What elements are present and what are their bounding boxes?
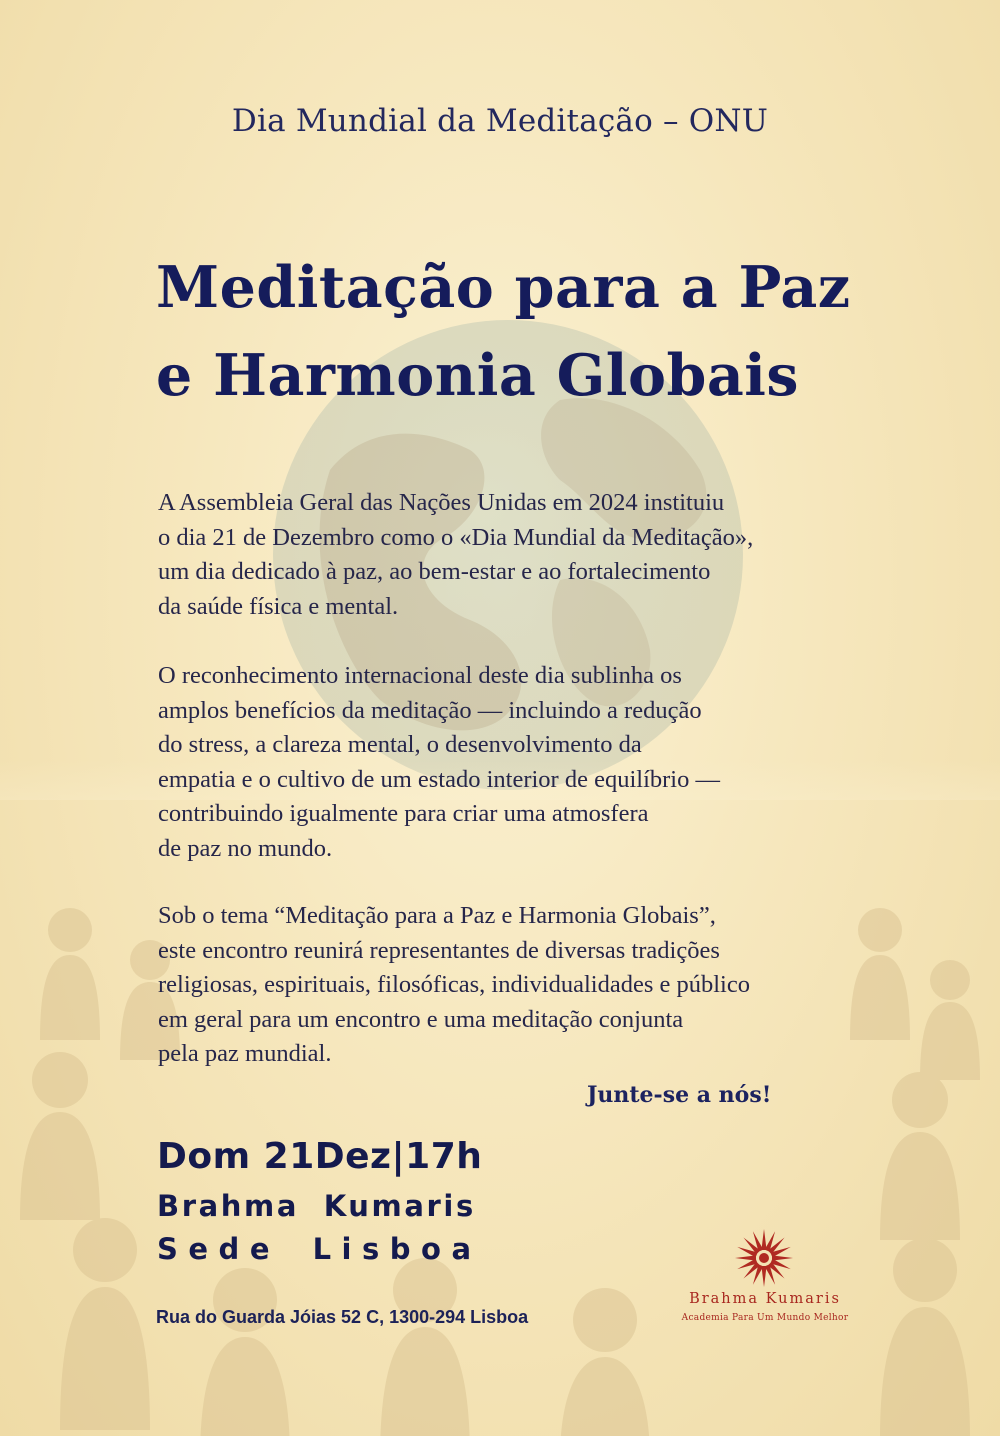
event-date-time: Dom 21Dez|17h [157,1136,483,1177]
event-venue: Sede Lisboa [157,1232,482,1266]
page-title [156,244,976,420]
sun-ray [761,1229,766,1250]
event-subtitle: Dia Mundial da Meditação – ONU [231,103,769,139]
paragraph-line: pela paz mundial. [158,1040,332,1067]
paragraph-intro [158,486,878,624]
event-address: Rua do Guarda Jóias 52 C, 1300-294 Lisboa [156,1307,529,1327]
paragraph-line: um dia dedicado à paz, ao bem-estar e ao fortalecimento [158,558,711,585]
paragraph-line: contribuindo igualmente para criar uma atmosfera [158,800,649,827]
logo-tagline: Academia Para Um Mundo Melhor [681,1313,849,1323]
title-line-1: Meditação para a Paz [156,254,851,321]
paragraph-line: este encontro reunirá representantes de diversas tradições [158,936,720,964]
paragraph-line: o dia 21 de Dezembro como o «Dia Mundial da Meditação», [158,523,754,551]
sun-ray [772,1255,793,1260]
paragraph-line: O reconhecimento internacional deste dia sublinha os [158,662,682,689]
paragraph-line: religiosas, espirituais, filosóficas, individualidades e público [158,971,750,998]
call-to-action: Junte-se a nós! [587,1082,772,1108]
title-line-2: e Harmonia Globais [156,342,800,409]
paragraph-line: A Assembleia Geral das Nações Unidas em 2024 instituiu [158,489,725,516]
paragraph-line: amplos benefícios da meditação — incluindo a redução [158,696,702,724]
paragraph-theme [158,899,878,1072]
sun-ray [761,1266,766,1287]
sun-ray [735,1255,756,1260]
paragraph-line: da saúde física e mental. [158,592,399,620]
brahma-kumaris-logo [660,1226,870,1336]
event-organizer: Brahma Kumaris [157,1189,476,1223]
paragraph-line: Sob o tema “Meditação para a Paz e Harmonia Globais”, [158,902,716,929]
paragraph-line: do stress, a clareza mental, o desenvolvimento da [158,731,642,758]
paragraph-benefits [158,659,878,866]
paragraph-line: em geral para um encontro e uma meditação conjunta [158,1005,684,1033]
paragraph-line: de paz no mundo. [158,834,333,862]
paragraph-line: empatia e o cultivo de um estado interior de equilíbrio — [158,765,720,793]
logo-name: Brahma Kumaris [689,1291,841,1307]
radiant-sun-icon [732,1226,796,1290]
